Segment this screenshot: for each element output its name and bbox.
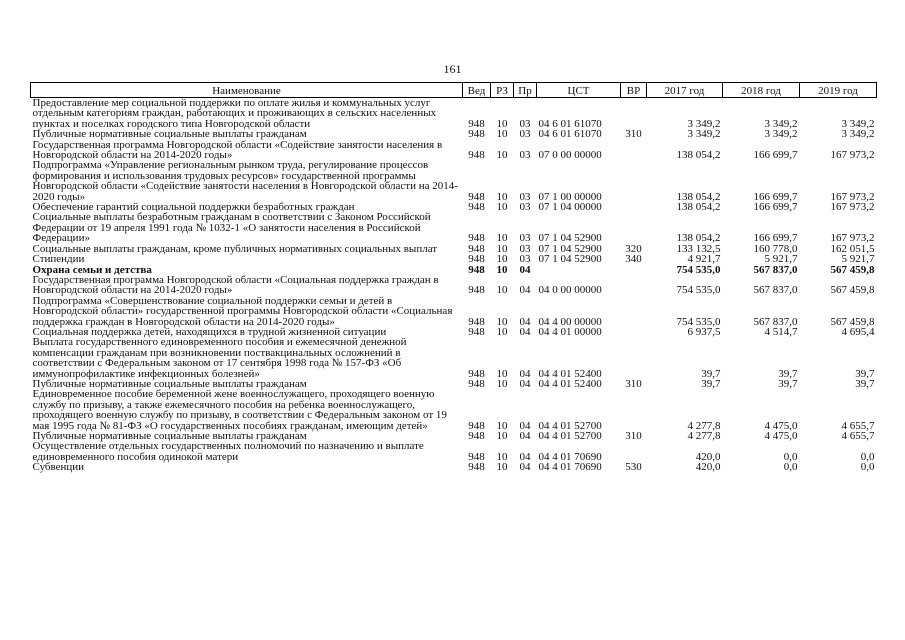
- cell-2017: 420,0: [695, 450, 721, 463]
- cell-2018: 166 699,7: [753, 232, 798, 245]
- cell-pr: 03: [519, 242, 531, 255]
- header-vr: ВР: [621, 83, 647, 98]
- cell-cst: 07 1 04 52900: [538, 253, 602, 266]
- cell-2018: 4 475,0: [764, 430, 798, 442]
- cell-vr: [621, 140, 647, 161]
- cell-2019: 167 973,2: [830, 190, 875, 203]
- cell-ved: 948: [468, 367, 485, 380]
- cell-name: Социальные выплаты гражданам, кроме публичных нормативных социальных выплат: [32, 242, 438, 255]
- page-number: 161: [443, 62, 462, 76]
- header-2019: 2019 год: [800, 83, 877, 98]
- cell-pr: 04: [519, 284, 531, 297]
- cell-cst: 04 4 01 70690: [538, 461, 602, 474]
- cell-pr: 04: [519, 263, 531, 276]
- cell-ved: 948: [468, 232, 485, 245]
- cell-cst: 04 6 01 61070: [538, 128, 602, 141]
- cell-2017: 138 054,2: [676, 232, 721, 245]
- cell-vr: [621, 296, 647, 327]
- table-body: [31, 98, 877, 473]
- cell-rz: 10: [496, 117, 508, 130]
- cell-cst: 04 6 01 61070: [538, 117, 602, 130]
- cell-ved: 948: [468, 253, 485, 266]
- cell-2017: 138 054,2: [676, 190, 721, 203]
- cell-rz: 10: [496, 430, 508, 442]
- cell-2018: 166 699,7: [753, 149, 798, 162]
- table-header-row: [31, 83, 877, 98]
- cell-name: Единовременное пособие беременной жене военнослужащего, проходящего военную службу по призыву, а также ежемесячного пособия на ребенка военнослужащего, проходящего военную службу по призыву, в соответствии с Федеральным законом от 19 мая 1995 года № 81-ФЗ «О государственных пособиях гражданам, имеющим детей»: [32, 388, 447, 432]
- cell-ved: 948: [468, 325, 485, 338]
- cell-2019: 3 349,2: [841, 128, 875, 141]
- cell-vr: [621, 98, 647, 130]
- cell-cst: 04 4 01 52700: [538, 419, 602, 432]
- cell-2017: 4 921,7: [687, 253, 721, 266]
- cell-ved: 948: [468, 149, 485, 162]
- cell-name: Стипендии: [32, 253, 85, 266]
- cell-2018: 166 699,7: [753, 201, 798, 214]
- cell-cst: 04 0 00 00000: [538, 284, 602, 297]
- cell-2018: 5 921,7: [764, 253, 798, 266]
- cell-2017: 3 349,2: [687, 117, 721, 130]
- cell-vr: 310: [625, 430, 642, 442]
- cell-name: Предоставление мер социальной поддержки по оплате жилья и коммунальных услуг отдельным категориям граждан, работающих и проживающих в сельских населенных пунктах и поселках городского типа Новгородской области: [32, 97, 437, 130]
- cell-2018: 3 349,2: [764, 128, 798, 141]
- cell-cst: 04 4 00 00000: [538, 315, 602, 328]
- cell-2017: 754 535,0: [676, 315, 721, 328]
- table-row: [31, 140, 877, 161]
- cell-name: Публичные нормативные социальные выплаты гражданам: [32, 128, 307, 141]
- cell-rz: 10: [496, 325, 508, 338]
- cell-ved: 948: [468, 263, 485, 276]
- cell-vr: [621, 327, 647, 337]
- cell-2018: 166 699,7: [753, 190, 798, 203]
- cell-name: Выплата государственного единовременного пособия и ежемесячной денежной компенсации гражданам при возникновении поствакцинальных осложнений в соответствии с Федеральным законом от 17 сентября 1998 года № 157-ФЗ «Об иммунопрофилактике инфекционных болезней»: [32, 336, 407, 380]
- cell-name: Публичные нормативные социальные выплаты гражданам: [32, 377, 307, 390]
- cell-2019: 162 051,5: [830, 242, 875, 255]
- cell-pr: 03: [519, 232, 531, 245]
- cell-vr: [621, 389, 647, 431]
- cell-ved: 948: [468, 450, 485, 463]
- cell-pr: 03: [519, 190, 531, 203]
- cell-2019: 567 459,8: [830, 284, 875, 297]
- cell-ved: 948: [468, 242, 485, 255]
- cell-cst: 04 4 01 52400: [538, 367, 602, 380]
- cell-rz: 10: [496, 232, 508, 245]
- cell-cst: 04 4 01 70690: [538, 450, 602, 463]
- cell-cst: 07 0 00 00000: [538, 149, 602, 162]
- cell-vr: [621, 275, 647, 296]
- cell-2017: 138 054,2: [676, 201, 721, 214]
- cell-cst: 07 1 04 52900: [538, 242, 602, 255]
- cell-2019: 39,7: [855, 367, 875, 380]
- cell-ved: 948: [468, 419, 485, 432]
- cell-2017: 6 937,5: [687, 325, 721, 338]
- cell-rz: 10: [496, 201, 508, 214]
- cell-2017: 4 277,8: [687, 419, 721, 432]
- cell-pr: 04: [519, 461, 531, 474]
- cell-name: Осуществление отдельных государственных полномочий по назначению и выплате единовременного пособия одинокой матери: [32, 440, 424, 463]
- cell-pr: 03: [519, 201, 531, 214]
- cell-vr: [621, 202, 647, 212]
- cell-pr: 04: [519, 450, 531, 463]
- cell-2018: 567 837,0: [753, 263, 798, 276]
- cell-name: Социальные выплаты безработным гражданам в соответствии с Законом Российской Федерации от 19 апреля 1991 года № 1032-1 «О занятости населения в Российской Федерации»: [32, 211, 431, 245]
- cell-2018: 4 514,7: [764, 325, 798, 338]
- cell-2018: 3 349,2: [764, 117, 798, 130]
- cell-2018: 0,0: [783, 450, 798, 463]
- cell-rz: 10: [496, 367, 508, 380]
- cell-2019: 4 655,7: [841, 430, 875, 442]
- cell-cst: 04 4 01 52400: [538, 377, 602, 390]
- cell-pr: 04: [519, 419, 531, 432]
- cell-ved: 948: [468, 377, 485, 390]
- cell-2018: 0,0: [783, 461, 798, 474]
- cell-2018: 160 778,0: [753, 242, 798, 255]
- cell-2017: 4 277,8: [687, 430, 721, 442]
- cell-ved: 948: [468, 128, 485, 141]
- cell-rz: 10: [496, 315, 508, 328]
- cell-2019: 39,7: [855, 377, 875, 390]
- cell-rz: 10: [496, 149, 508, 162]
- header-pr: Пр: [514, 83, 537, 98]
- cell-2019: 0,0: [860, 461, 875, 474]
- cell-vr: [621, 337, 647, 379]
- header-ved: Вед: [463, 83, 491, 98]
- cell-rz: 10: [496, 377, 508, 390]
- cell-name: Подпрограмма «Управление региональным рынком труда, регулирование процессов формирования и использования трудовых ресурсов» государственной программы Новгородской области «Содействие занятости населения в Новгородской области на 2014-2020 годы»: [32, 159, 458, 203]
- cell-2019: 5 921,7: [841, 253, 875, 266]
- header-2018: 2018 год: [723, 83, 800, 98]
- table-row: [31, 254, 877, 264]
- cell-cst: [537, 265, 621, 275]
- cell-2017: 754 535,0: [676, 284, 721, 297]
- cell-vr: [621, 212, 647, 243]
- cell-name: Социальная поддержка детей, находящихся в трудной жизненной ситуации: [32, 325, 387, 338]
- table-row: [31, 212, 877, 243]
- cell-rz: 10: [496, 263, 508, 276]
- cell-vr: 340: [625, 253, 642, 266]
- cell-name: Государственная программа Новгородской области «Содействие занятости населения в Новгородской области на 2014-2020 годы»: [32, 138, 443, 162]
- cell-name: Охрана семьи и детства: [32, 263, 152, 276]
- cell-name: Государственная программа Новгородской области «Социальная поддержка граждан в Новгородской области на 2014-2020 годы»: [32, 273, 439, 297]
- cell-cst: 07 1 04 00000: [538, 201, 602, 214]
- cell-2018: 39,7: [778, 367, 798, 380]
- table-row: [31, 296, 877, 327]
- cell-2019: 567 459,8: [830, 263, 875, 276]
- header-2017: 2017 год: [647, 83, 723, 98]
- cell-2017: 138 054,2: [676, 149, 721, 162]
- cell-rz: 10: [496, 190, 508, 203]
- cell-vr: [621, 265, 647, 275]
- cell-2018: 4 475,0: [764, 419, 798, 432]
- cell-2017: 3 349,2: [687, 128, 721, 141]
- budget-table: [30, 82, 877, 473]
- cell-ved: 948: [468, 284, 485, 297]
- table-row: [31, 275, 877, 296]
- cell-cst: 07 1 00 00000: [538, 190, 602, 203]
- cell-ved: 948: [468, 190, 485, 203]
- cell-name: Обеспечение гарантий социальной поддержки безработных граждан: [32, 201, 355, 214]
- cell-ved: 948: [468, 461, 485, 474]
- cell-ved: 948: [468, 430, 485, 442]
- cell-ved: 948: [468, 117, 485, 130]
- cell-pr: 03: [519, 128, 531, 141]
- cell-rz: 10: [496, 128, 508, 141]
- cell-name: Субвенции: [32, 461, 85, 474]
- cell-cst: 04 4 01 52700: [538, 430, 602, 442]
- cell-rz: 10: [496, 461, 508, 474]
- cell-pr: 04: [519, 315, 531, 328]
- cell-2018: 567 837,0: [753, 284, 798, 297]
- cell-2019: 3 349,2: [841, 117, 875, 130]
- cell-pr: 03: [519, 117, 531, 130]
- cell-name: Подпрограмма «Совершенствование социальной поддержки семьи и детей в Новгородской области» государственной программы Новгородской области «Социальная поддержка граждан в Новгородской области на 2014-2020 годы»: [32, 294, 453, 328]
- table-row: [31, 441, 877, 462]
- cell-name: Публичные нормативные социальные выплаты гражданам: [32, 430, 307, 442]
- cell-2019: 4 695,4: [841, 325, 875, 338]
- cell-rz: 10: [496, 242, 508, 255]
- header-rz: РЗ: [491, 83, 514, 98]
- cell-vr: 310: [625, 377, 642, 390]
- table-row: [31, 462, 877, 472]
- cell-rz: 10: [496, 419, 508, 432]
- cell-2017: 754 535,0: [676, 263, 721, 276]
- cell-cst: 04 4 01 00000: [538, 325, 602, 338]
- table-row: [31, 98, 877, 130]
- cell-pr: 03: [519, 253, 531, 266]
- cell-pr: 03: [519, 149, 531, 162]
- header-cst: ЦСТ: [537, 83, 621, 98]
- cell-ved: 948: [468, 315, 485, 328]
- table-row: [31, 337, 877, 379]
- cell-2019: 167 973,2: [830, 201, 875, 214]
- cell-vr: 320: [625, 242, 642, 255]
- cell-2017: 39,7: [701, 367, 721, 380]
- cell-vr: [621, 441, 647, 462]
- cell-pr: 04: [519, 367, 531, 380]
- cell-2017: 420,0: [695, 461, 721, 474]
- cell-rz: 10: [496, 284, 508, 297]
- cell-2019: 167 973,2: [830, 149, 875, 162]
- table-row: [31, 389, 877, 431]
- cell-2019: 0,0: [860, 450, 875, 463]
- cell-vr: 310: [625, 128, 642, 141]
- cell-2018: 567 837,0: [753, 315, 798, 328]
- cell-2017: 39,7: [701, 377, 721, 390]
- cell-2019: 4 655,7: [841, 419, 875, 432]
- cell-ved: 948: [468, 201, 485, 214]
- cell-vr: [621, 160, 647, 202]
- cell-2018: 39,7: [778, 377, 798, 390]
- cell-rz: 10: [496, 450, 508, 463]
- table-row: [31, 160, 877, 202]
- header-name: Наименование: [31, 83, 463, 98]
- cell-pr: 04: [519, 377, 531, 390]
- cell-rz: 10: [496, 253, 508, 266]
- cell-2017: 133 132,5: [676, 242, 721, 255]
- table-row: [31, 244, 877, 254]
- cell-pr: 04: [519, 430, 531, 442]
- cell-vr: 530: [625, 461, 642, 474]
- cell-2019: 567 459,8: [830, 315, 875, 328]
- cell-cst: 07 1 04 52900: [538, 232, 602, 245]
- cell-pr: 04: [519, 325, 531, 338]
- cell-2019: 167 973,2: [830, 232, 875, 245]
